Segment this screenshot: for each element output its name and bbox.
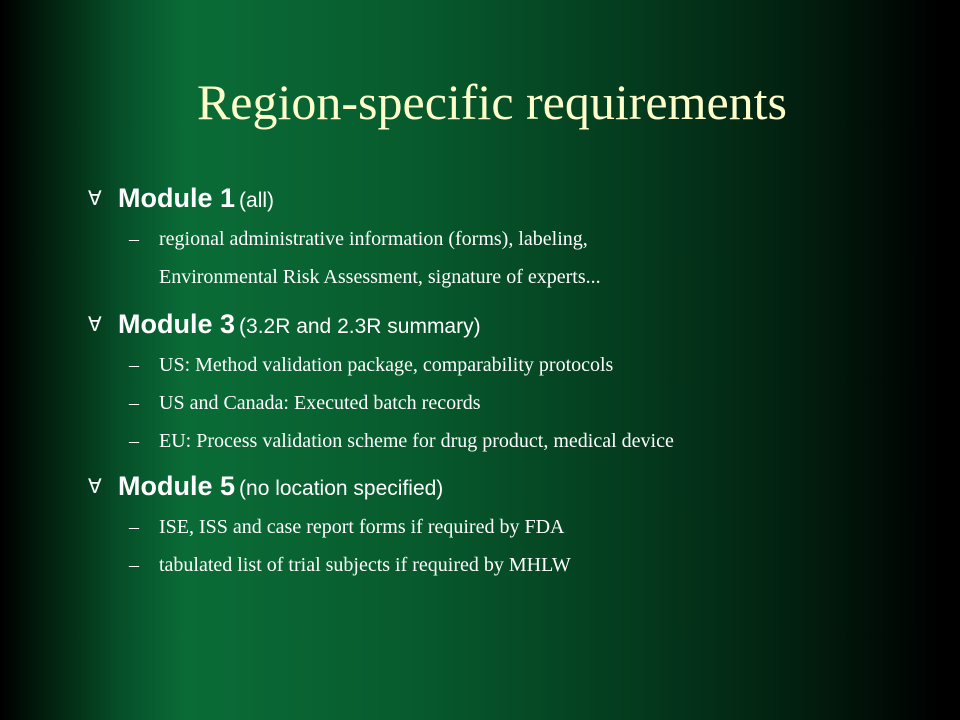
item-text-continued: Environmental Risk Assessment, signature of experts...	[159, 266, 601, 288]
slide-content	[88, 176, 948, 584]
bullet-symbol: ∀	[88, 312, 102, 336]
sub-bullet-dash: –	[129, 228, 139, 250]
item-text: ISE, ISS and case report forms if required by FDA	[159, 516, 565, 538]
item-text: US and Canada: Executed batch records	[159, 392, 481, 414]
module-note: (all)	[239, 189, 275, 212]
sub-bullet-dash: –	[129, 516, 139, 538]
sub-bullet-dash: –	[129, 430, 139, 452]
module-5-item	[88, 546, 948, 584]
module-heading: Module 5	[118, 471, 236, 501]
slide-title: Region-specific requirements	[196, 74, 788, 130]
module-1-bullet	[88, 176, 948, 220]
module-3-item	[88, 346, 948, 384]
item-text: tabulated list of trial subjects if required by MHLW	[159, 554, 571, 576]
sub-bullet-dash: –	[129, 392, 139, 414]
item-text: regional administrative information (forms), labeling,	[159, 228, 588, 250]
module-heading: Module 3	[118, 309, 236, 339]
module-1-item	[88, 220, 948, 296]
module-3-item	[88, 422, 948, 460]
bullet-symbol: ∀	[88, 186, 102, 210]
item-text: US: Method validation package, comparability protocols	[159, 354, 614, 376]
module-3-bullet	[88, 302, 948, 346]
module-note: (3.2R and 2.3R summary)	[239, 315, 481, 338]
sub-bullet-dash: –	[129, 354, 139, 376]
bullet-symbol: ∀	[88, 474, 102, 498]
module-note: (no location specified)	[239, 477, 444, 500]
module-5-bullet	[88, 464, 948, 508]
module-3-item	[88, 384, 948, 422]
module-5-item	[88, 508, 948, 546]
module-heading: Module 1	[118, 183, 236, 213]
item-text: EU: Process validation scheme for drug product, medical device	[159, 430, 674, 452]
sub-bullet-dash: –	[129, 554, 139, 576]
